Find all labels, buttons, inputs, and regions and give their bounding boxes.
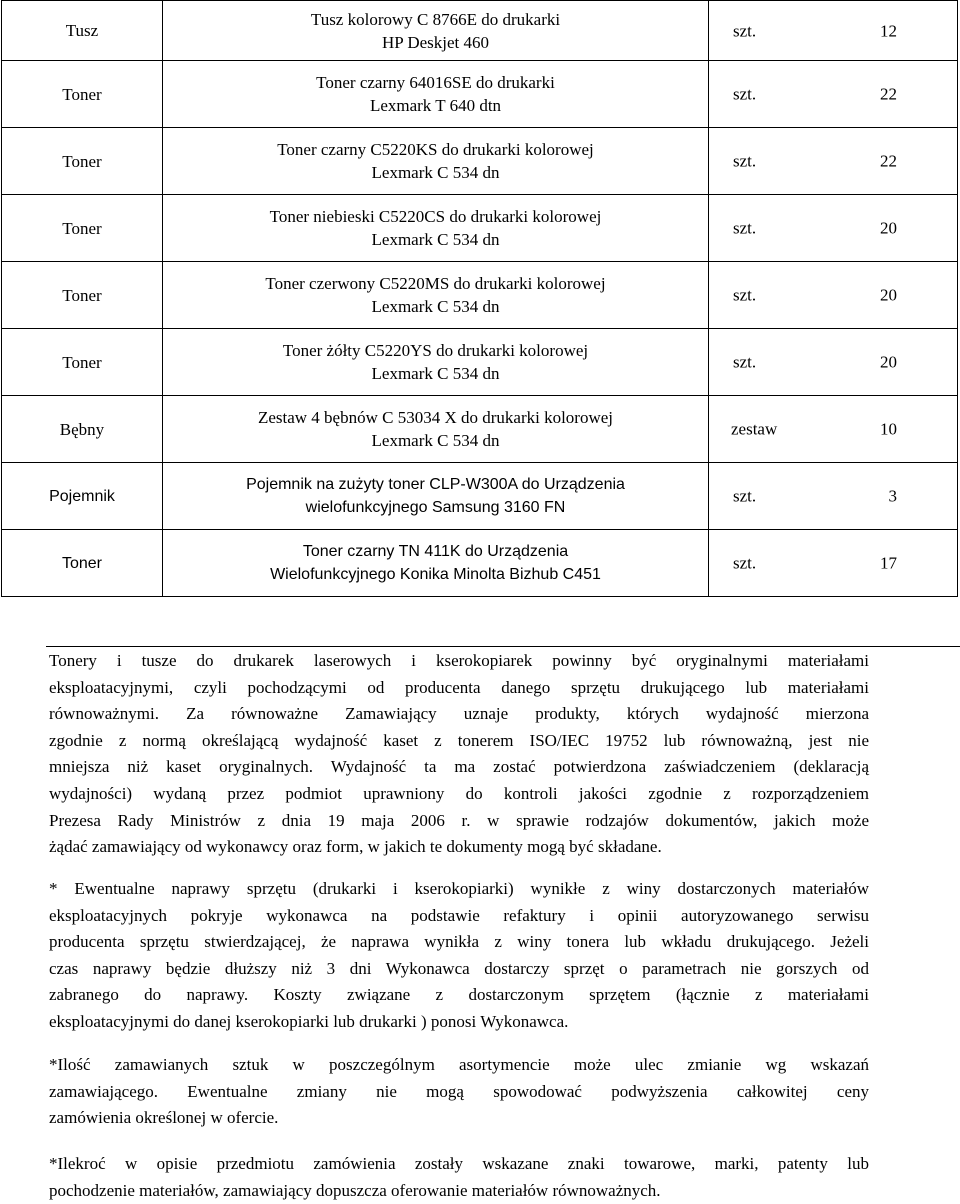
description-line: Toner czarny C5220KS do drukarki kolorowej [277,140,594,159]
description-cell [163,262,709,329]
paragraph-quantities [49,1052,869,1132]
quantity-value: 12 [880,21,897,40]
table-row [2,195,958,262]
description-line: Lexmark T 640 dtn [369,96,502,115]
description-line: wielofunkcyjnego Samsung 3160 FN [305,499,566,516]
category-cell: Toner [2,262,163,329]
description-line: Wielofunkcyjnego Konika Minolta Bizhub C451 [270,566,601,583]
unit-label: szt. [733,151,757,171]
text-line: zamawiającego. Ewentualne zmiany nie mogą spowodować podwyższenia całkowitej ceny [49,1081,869,1101]
text-line: równoważnymi. Za równoważne Zamawiający uznaje produkty, których wydajność mierzona [49,704,869,724]
text-line: czas naprawy będzie dłuższy niż 3 dni Wykonawca dostarczy sprzęt o parametrach nie gorszych od [49,958,869,978]
description-cell [163,1,709,61]
quantity-cell [709,61,958,128]
text-line: Prezesa Rady Ministrów z dnia 19 maja 2006 r. w sprawie rodzajów dokumentów, jakich może [49,810,869,830]
table-row [2,329,958,396]
quantity-cell [709,1,958,61]
unit-label: szt. [733,21,757,40]
unit-label: szt. [733,218,757,238]
quantity-value: 20 [880,218,897,238]
description-cell [163,128,709,195]
text-line: *Ilość zamawianych sztuk w poszczególnym asortymencie może ulec zmianie wg wskazań [49,1055,869,1074]
quantity-cell [709,195,958,262]
text-line: mniejsza niż kaset oryginalnych. Wydajność ta ma zostać potwierdzona zaświadczeniem (deklaracją [49,757,869,777]
paragraph-trademarks [49,1151,869,1204]
text-line: eksploatacyjnych pokryje wykonawca na podstawie refaktury i opinii autoryzowanego serwisu [49,905,869,925]
quantity-cell [709,463,958,530]
unit-label: szt. [733,352,757,372]
description-cell [163,195,709,262]
description-line: Lexmark C 534 dn [371,364,500,383]
description-line: Lexmark C 534 dn [371,163,500,182]
category-cell: Toner [2,195,163,262]
unit-label: szt. [733,553,757,573]
text-line: Tonery i tusze do drukarek laserowych i kserokopiarek powinny być oryginalnymi materiałami [49,651,869,670]
description-line: Lexmark C 534 dn [371,297,500,316]
description-line: Toner czerwony C5220MS do drukarki kolorowej [265,274,606,293]
description-line: Pojemnik na zużyty toner CLP-W300A do Urządzenia [246,476,625,493]
quantity-cell [709,262,958,329]
quantity-value: 20 [880,352,897,372]
text-line: zgodnie z normą określającą wydajność kaset z tonerem ISO/IEC 19752 lub równoważną, jest nie [49,730,869,750]
text-line: zabranego do naprawy. Koszty związane z dostarczonym sprzętem (łącznie z materiałami [49,985,869,1005]
quantity-cell [709,396,958,463]
table-row [2,396,958,463]
unit-label: szt. [733,285,757,305]
text-line: żądać zamawiający od wykonawcy oraz form, w jakich te dokumenty mogą być składane. [49,837,662,857]
unit-label: szt. [733,486,757,506]
text-line: eksploatacyjnymi do danej kserokopiarki lub drukarki ) ponosi Wykonawca. [49,1011,569,1031]
description-cell [163,329,709,396]
paragraph-repairs [49,876,869,1036]
description-line: Lexmark C 534 dn [371,431,500,450]
category-cell: Toner [2,128,163,195]
unit-label: szt. [733,84,757,104]
quantity-value: 22 [880,84,897,104]
unit-label: zestaw [731,419,778,439]
table-row [2,128,958,195]
description-line: Toner żółty C5220YS do drukarki kolorowej [282,341,589,360]
description-line: Toner czarny TN 411K do Urządzenia [302,543,569,560]
text-line: producenta sprzętu stwierdzającej, że naprawa wynikła z winy tonera lub wkładu drukującego. Jeżeli [49,932,869,952]
quantity-value: 10 [880,419,897,439]
table-row [2,61,958,128]
table-row [2,1,958,61]
category-cell: Tusz [2,1,163,61]
table-row [2,463,958,530]
table-row [2,530,958,597]
category-cell: Toner [2,329,163,396]
text-line: zamówienia określonej w ofercie. [49,1108,279,1128]
paragraph-toner-requirements [49,648,869,861]
quantity-value: 20 [880,285,897,305]
category-cell: Pojemnik [2,463,163,530]
quantity-cell [709,128,958,195]
text-line: *Ilekroć w opisie przedmiotu zamówienia zostały wskazane znaki towarowe, marki, patenty lub [49,1154,869,1173]
quantity-cell [709,329,958,396]
text-line: eksploatacyjnymi, czyli pochodzącymi od producenta danego sprzętu drukującego lub materiałami [49,677,869,697]
separator-rule [46,646,960,647]
description-cell [163,530,709,597]
table-row [2,262,958,329]
text-line: pochodzenie materiałów, zamawiający dopuszcza oferowanie materiałów równoważnych. [49,1180,661,1200]
quantity-cell [709,530,958,597]
category-cell: Toner [2,61,163,128]
items-table [1,0,958,597]
description-line: Toner czarny 64016SE do drukarki [316,73,555,92]
text-line: wydajności) wydaną przez podmiot uprawniony do kontroli jakości zgodnie z rozporządzeniem [49,783,869,803]
description-cell [163,463,709,530]
description-line: HP Deskjet 460 [381,32,490,52]
description-line: Tusz kolorowy C 8766E do drukarki [310,9,561,29]
category-cell: Bębny [2,396,163,463]
quantity-value: 3 [888,486,897,506]
description-cell [163,396,709,463]
text-line: * Ewentualne naprawy sprzętu (drukarki i kserokopiarki) wynikłe z winy dostarczonych materiałów [49,879,869,898]
description-line: Toner niebieski C5220CS do drukarki kolorowej [269,207,602,226]
quantity-value: 22 [880,151,897,171]
description-cell [163,61,709,128]
description-line: Zestaw 4 bębnów C 53034 X do drukarki kolorowej [257,408,614,427]
quantity-value: 17 [880,553,897,573]
category-cell: Toner [2,530,163,597]
description-line: Lexmark C 534 dn [371,230,500,249]
